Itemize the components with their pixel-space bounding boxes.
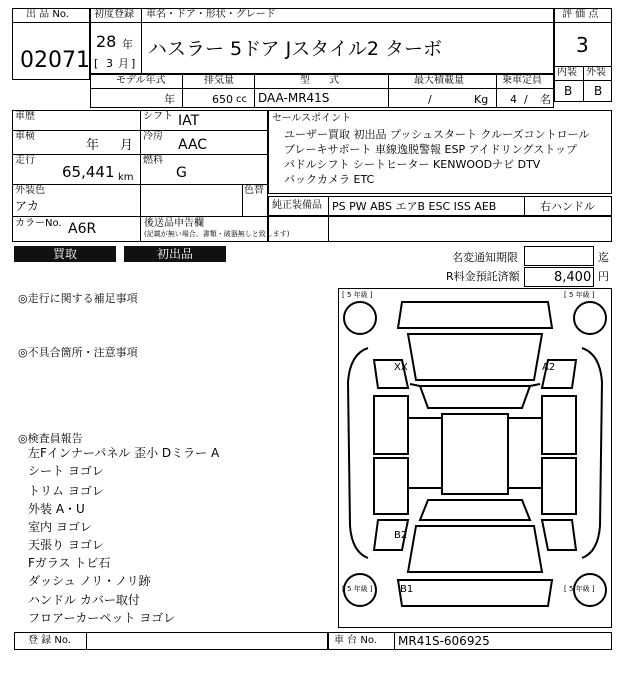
tire-front-left bbox=[344, 302, 376, 334]
displacement: 650 bbox=[212, 93, 233, 106]
lot-number: 02071 bbox=[20, 48, 90, 73]
capacity: 4 bbox=[510, 93, 517, 106]
max-load-label: 最大積載量 bbox=[414, 75, 464, 86]
inspection-label: 車検 bbox=[15, 131, 35, 142]
inspector-report-label: ◎検査員報告 bbox=[18, 432, 83, 445]
first-reg-year: 28 bbox=[96, 32, 117, 51]
recycle-value: 8,400 bbox=[554, 270, 592, 285]
exterior-color-label: 外装色 bbox=[15, 185, 45, 196]
shift-value: IAT bbox=[178, 113, 200, 129]
report-line: 室内 ヨゴレ bbox=[28, 520, 92, 534]
first-reg-label: 初度登録 bbox=[94, 9, 134, 20]
trunk bbox=[408, 526, 542, 572]
left-door-rear bbox=[374, 458, 408, 514]
car-diagram-svg bbox=[338, 288, 612, 628]
report-line: 左Fインナーパネル 歪小 Dミラー A bbox=[28, 446, 220, 460]
report-line: ダッシュ ノリ・ノリ跡 bbox=[28, 574, 151, 588]
sales-point-line: ユーザー買取 初出品 プッシュスタート クルーズコントロール bbox=[284, 128, 590, 141]
first-reg-year-unit: 年 bbox=[122, 38, 133, 51]
report-line: ハンドル カバー取付 bbox=[28, 593, 140, 607]
fuel-label: 燃料 bbox=[143, 155, 163, 166]
chassis-no-value: MR41S-606925 bbox=[398, 634, 490, 648]
fuel-value: G bbox=[176, 165, 187, 181]
corner-label-br: [ 5 年級 ] bbox=[564, 585, 595, 593]
score-label: 評 価 点 bbox=[562, 9, 599, 20]
report-line: フロアーカーペット ヨゴレ bbox=[28, 611, 176, 625]
exterior-grade: B bbox=[594, 84, 603, 98]
right-door-front bbox=[542, 396, 576, 454]
docs-note: (記載が無い場合、書類・破器無しと致します) bbox=[144, 230, 290, 238]
equipment-label: 純正装備品 bbox=[272, 200, 322, 211]
name-change-value bbox=[524, 246, 594, 266]
sales-point-line: パドルシフト シートヒーター KENWOODナビ DTV bbox=[284, 158, 541, 171]
mileage-unit: km bbox=[118, 172, 134, 183]
corner-label-tr: [ 5 年級 ] bbox=[564, 291, 595, 299]
windshield bbox=[420, 386, 530, 408]
color-no-label: カラーNo. bbox=[15, 218, 62, 229]
handle-side: 右ハンドル bbox=[540, 200, 595, 213]
displacement-label: 排気量 bbox=[204, 75, 234, 86]
first-reg-month: 3 bbox=[106, 57, 113, 70]
shift-label: シフト bbox=[143, 111, 173, 122]
mileage-value: 65,441 bbox=[62, 163, 115, 181]
tire-front-right bbox=[574, 302, 606, 334]
ac-label: 冷房 bbox=[143, 131, 163, 142]
right-door-rear bbox=[542, 458, 576, 514]
damage-mark-xx: XX bbox=[394, 362, 408, 373]
corner-label-tl: [ 5 年級 ] bbox=[342, 291, 373, 299]
capacity-label: 乗車定員 bbox=[502, 75, 542, 86]
inspection-year-unit: 年 bbox=[86, 138, 100, 153]
first-reg-month-unit: 月 bbox=[118, 57, 129, 70]
displacement-unit: cc bbox=[236, 94, 247, 105]
damage-mark-b2: B2 bbox=[394, 530, 408, 541]
report-line: トリム ヨゴレ bbox=[28, 484, 104, 498]
roof bbox=[442, 414, 508, 494]
car-name: ハスラー 5ドア Jスタイル2 ターボ bbox=[148, 38, 442, 60]
max-load: / bbox=[428, 93, 432, 106]
exterior-label: 外装 bbox=[586, 67, 606, 78]
sales-point-line: バックカメラ ETC bbox=[284, 173, 375, 186]
capacity-sep: / bbox=[524, 93, 528, 106]
right-quarter bbox=[542, 520, 576, 550]
rear-glass bbox=[420, 500, 530, 520]
tag-shoshuppin: 初出品 bbox=[124, 246, 226, 262]
mileage-label: 走行 bbox=[15, 155, 35, 166]
report-line: 天張り ヨゴレ bbox=[28, 538, 104, 552]
model-type: DAA-MR41S bbox=[258, 91, 330, 105]
hood bbox=[408, 334, 542, 380]
model-year-label: モデル年式 bbox=[116, 75, 166, 86]
name-change-unit: 迄 bbox=[598, 251, 609, 264]
sales-points-label: セールスポイント bbox=[272, 113, 352, 124]
report-line: 外装 A・U bbox=[28, 502, 85, 516]
max-load-unit: Kg bbox=[474, 93, 489, 106]
color-change-label: 色替 bbox=[244, 185, 264, 196]
interior-grade: B bbox=[564, 84, 573, 98]
capacity-unit: 名 bbox=[540, 93, 551, 106]
left-door-front bbox=[374, 396, 408, 454]
sales-point-line: ブレーキサポート 車線逸脱警報 ESP アイドリングストップ bbox=[284, 143, 577, 156]
model-year-unit: 年 bbox=[164, 93, 175, 106]
lot-label: 出 品 No. bbox=[26, 9, 69, 20]
report-line: シート ヨゴレ bbox=[28, 464, 104, 478]
tag-kaitori: 買取 bbox=[14, 246, 116, 262]
name-change-label: 名変通知期限 bbox=[452, 251, 518, 264]
docs-label: 後送品申告欄 bbox=[144, 218, 204, 229]
ac-value: AAC bbox=[178, 137, 208, 153]
front-bumper bbox=[398, 302, 552, 328]
car-name-label: 車名・ドア・形状・グレード bbox=[146, 9, 276, 20]
driving-remarks-label: ◎走行に関する補足事項 bbox=[18, 292, 138, 305]
type-label: 型 式 bbox=[300, 75, 340, 86]
corner-label-bl: [ 5 年級 ] bbox=[342, 585, 373, 593]
damage-mark-a2: A2 bbox=[542, 362, 556, 373]
damage-mark-b1: B1 bbox=[400, 584, 414, 595]
rear-bumper bbox=[398, 580, 552, 606]
interior-label: 内装 bbox=[557, 67, 577, 78]
inspection-month-unit: 月 bbox=[120, 138, 134, 153]
score-value: 3 bbox=[576, 33, 589, 57]
history-label: 車歴 bbox=[15, 111, 35, 122]
recycle-label: R料金預託済額 bbox=[446, 270, 520, 283]
color-no-value: A6R bbox=[68, 221, 97, 237]
reg-no-label: 登 録 No. bbox=[28, 635, 71, 646]
equipment-items: PS PW ABS エアB ESC ISS AEB bbox=[332, 200, 497, 213]
chassis-no-label: 車 台 No. bbox=[334, 635, 377, 646]
defect-remarks-label: ◎不具合箇所・注意事項 bbox=[18, 346, 138, 359]
report-line: Fガラス トビ石 bbox=[28, 556, 111, 570]
recycle-unit: 円 bbox=[598, 270, 609, 283]
blank-box bbox=[268, 216, 612, 242]
exterior-color-value: アカ bbox=[15, 199, 39, 213]
